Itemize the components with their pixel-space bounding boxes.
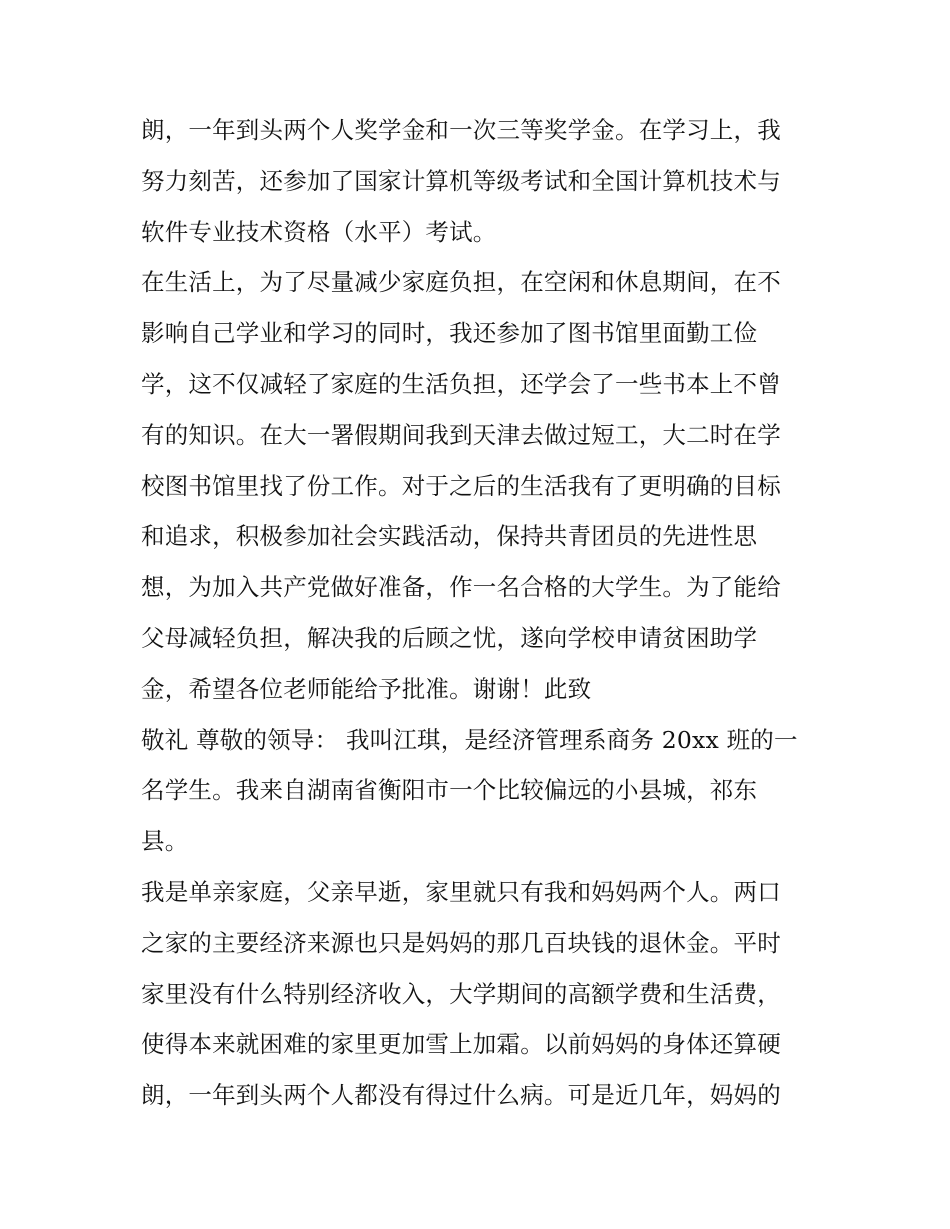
text-line: 之家的主要经济来源也只是妈妈的那几百块钱的退休金。平时	[141, 928, 781, 957]
text-line: 金，希望各位老师能给予批准。谢谢！此致	[141, 674, 592, 703]
text-line: 敬礼 尊敬的领导： 我叫江琪，是经济管理系商务 20xx 班的一	[141, 725, 798, 754]
text-line: 努力刻苦，还参加了国家计算机等级考试和全国计算机技术与	[141, 166, 781, 195]
text-line: 县。	[141, 827, 189, 856]
text-line: 和追求，积极参加社会实践活动，保持共青团员的先进性思	[141, 522, 758, 551]
text-line: 家里没有什么特别经济收入，大学期间的高额学费和生活费，	[141, 979, 781, 1008]
text-line: 朗，一年到头两个人奖学金和一次三等奖学金。在学习上，我	[141, 116, 781, 144]
text-line: 影响自己学业和学习的同时，我还参加了图书馆里面勤工俭	[141, 319, 758, 348]
text-line: 软件专业技术资格（水平）考试。	[141, 217, 497, 246]
text-line: 在生活上，为了尽量减少家庭负担，在空闲和休息期间，在不	[141, 268, 781, 297]
text-line: 名学生。我来自湖南省衡阳市一个比较偏远的小县城，祁东	[141, 776, 758, 805]
text-line: 想，为加入共产党做好准备，作一名合格的大学生。为了能给	[141, 573, 781, 602]
text-line: 朗，一年到头两个人都没有得过什么病。可是近几年，妈妈的	[141, 1081, 781, 1110]
text-line: 学，这不仅减轻了家庭的生活负担，还学会了一些书本上不曾	[141, 369, 781, 398]
text-line: 校图书馆里找了份工作。对于之后的生活我有了更明确的目标	[141, 471, 781, 500]
text-line: 我是单亲家庭，父亲早逝，家里就只有我和妈妈两个人。两口	[141, 877, 781, 906]
text-line: 使得本来就困难的家里更加雪上加霜。以前妈妈的身体还算硬	[141, 1030, 781, 1059]
text-line: 有的知识。在大一署假期间我到天津去做过短工，大二时在学	[141, 420, 781, 449]
body-text	[141, 105, 821, 1121]
text-line: 父母减轻负担，解决我的后顾之忧，遂向学校申请贫困助学	[141, 623, 758, 652]
